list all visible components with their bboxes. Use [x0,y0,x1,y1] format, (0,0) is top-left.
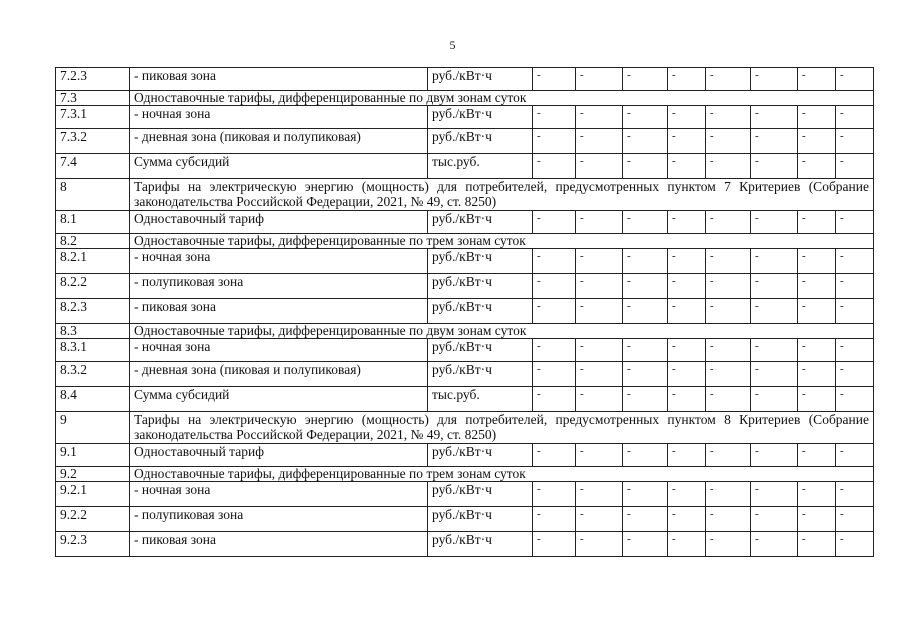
row-name: - дневная зона (пиковая и полупиковая) [130,129,428,154]
value-cell: - [836,299,874,324]
row-unit: руб./кВт·ч [428,299,533,324]
value-cell: - [836,249,874,274]
value-cell: - [706,507,751,532]
value-cell: - [836,444,874,467]
section-row [56,91,874,106]
row-unit: руб./кВт·ч [428,444,533,467]
value-cell: - [576,154,623,179]
value-cell: - [623,362,668,387]
row-name: Одноставочный тариф [130,444,428,467]
value-cell: - [576,507,623,532]
value-cell: - [623,154,668,179]
value-cell: - [533,154,576,179]
value-cell: - [706,129,751,154]
row-unit: тыс.руб. [428,387,533,412]
row-name: - ночная зона [130,106,428,129]
value-cell: - [836,362,874,387]
value-cell: - [576,387,623,412]
value-cell: - [576,532,623,557]
value-cell: - [533,339,576,362]
row-unit: тыс.руб. [428,154,533,179]
row-number: 9.2 [56,467,130,482]
value-cell: - [798,507,836,532]
value-cell: - [751,444,798,467]
value-cell: - [576,68,623,91]
row-name: - полупиковая зона [130,507,428,532]
value-cell: - [668,299,706,324]
section-title: Одноставочные тарифы, дифференцированные по двум зонам суток [130,324,874,339]
value-cell: - [706,532,751,557]
value-cell: - [706,68,751,91]
tariff-table [55,67,874,557]
value-cell: - [706,211,751,234]
row-number: 8.2.2 [56,274,130,299]
value-cell: - [576,444,623,467]
row-name: - ночная зона [130,339,428,362]
section-title: Тарифы на электрическую энергию (мощность) для потребителей, предусмотренных пунктом 7 Критериев (Собрание законодательства Российской Федерации, 2021, № 49, ст. 8250) [130,179,874,211]
row-number: 7.4 [56,154,130,179]
value-cell: - [576,249,623,274]
row-number: 8.3.1 [56,339,130,362]
section-title: Тарифы на электрическую энергию (мощность) для потребителей, предусмотренных пунктом 8 Критериев (Собрание законодательства Российской Федерации, 2021, № 49, ст. 8250) [130,412,874,444]
row-unit: руб./кВт·ч [428,211,533,234]
row-number: 7.2.3 [56,68,130,91]
value-cell: - [533,68,576,91]
row-name: - полупиковая зона [130,274,428,299]
row-number: 7.3.1 [56,106,130,129]
table-row [56,106,874,129]
value-cell: - [623,129,668,154]
section-title: Одноставочные тарифы, дифференцированные по трем зонам суток [130,234,874,249]
value-cell: - [751,507,798,532]
value-cell: - [836,532,874,557]
value-cell: - [836,106,874,129]
page-number: 5 [449,38,456,52]
value-cell: - [533,444,576,467]
value-cell: - [751,339,798,362]
row-number: 8 [56,179,130,211]
value-cell: - [798,249,836,274]
value-cell: - [836,339,874,362]
row-number: 8.4 [56,387,130,412]
row-number: 7.3 [56,91,130,106]
value-cell: - [836,482,874,507]
value-cell: - [706,482,751,507]
value-cell: - [751,211,798,234]
value-cell: - [668,211,706,234]
value-cell: - [533,482,576,507]
value-cell: - [836,129,874,154]
section-row [56,324,874,339]
row-number: 9.1 [56,444,130,467]
table-row [56,387,874,412]
row-number: 8.3.2 [56,362,130,387]
row-name: - пиковая зона [130,68,428,91]
value-cell: - [798,444,836,467]
row-name: - ночная зона [130,482,428,507]
section-row [56,412,874,444]
value-cell: - [798,362,836,387]
value-cell: - [576,211,623,234]
value-cell: - [533,532,576,557]
row-number: 7.3.2 [56,129,130,154]
value-cell: - [623,387,668,412]
table-row [56,507,874,532]
table-row [56,211,874,234]
value-cell: - [836,211,874,234]
row-unit: руб./кВт·ч [428,507,533,532]
value-cell: - [623,68,668,91]
value-cell: - [533,299,576,324]
row-unit: руб./кВт·ч [428,129,533,154]
value-cell: - [798,299,836,324]
row-number: 9 [56,412,130,444]
section-title: Одноставочные тарифы, дифференцированные по двум зонам суток [130,91,874,106]
value-cell: - [623,339,668,362]
value-cell: - [668,387,706,412]
row-number: 9.2.1 [56,482,130,507]
value-cell: - [533,211,576,234]
value-cell: - [798,532,836,557]
row-name: - дневная зона (пиковая и полупиковая) [130,362,428,387]
value-cell: - [836,507,874,532]
row-number: 8.2.1 [56,249,130,274]
value-cell: - [706,339,751,362]
value-cell: - [533,106,576,129]
row-unit: руб./кВт·ч [428,249,533,274]
table-row [56,444,874,467]
value-cell: - [798,211,836,234]
value-cell: - [751,68,798,91]
value-cell: - [576,362,623,387]
table-row [56,249,874,274]
section-title: Одноставочные тарифы, дифференцированные по трем зонам суток [130,467,874,482]
row-number: 8.2.3 [56,299,130,324]
row-name: - пиковая зона [130,299,428,324]
row-unit: руб./кВт·ч [428,482,533,507]
value-cell: - [751,154,798,179]
value-cell: - [533,387,576,412]
row-number: 8.3 [56,324,130,339]
value-cell: - [751,106,798,129]
value-cell: - [706,387,751,412]
value-cell: - [623,274,668,299]
table-row [56,129,874,154]
value-cell: - [798,68,836,91]
value-cell: - [668,274,706,299]
value-cell: - [623,507,668,532]
value-cell: - [798,154,836,179]
value-cell: - [576,339,623,362]
row-unit: руб./кВт·ч [428,532,533,557]
row-number: 9.2.3 [56,532,130,557]
value-cell: - [751,482,798,507]
row-unit: руб./кВт·ч [428,68,533,91]
value-cell: - [668,249,706,274]
row-unit: руб./кВт·ч [428,339,533,362]
value-cell: - [533,274,576,299]
value-cell: - [668,507,706,532]
value-cell: - [576,299,623,324]
row-unit: руб./кВт·ч [428,274,533,299]
value-cell: - [798,129,836,154]
value-cell: - [668,68,706,91]
table-row [56,532,874,557]
value-cell: - [668,154,706,179]
value-cell: - [706,106,751,129]
value-cell: - [751,362,798,387]
row-name: Одноставочный тариф [130,211,428,234]
table-row [56,362,874,387]
value-cell: - [533,129,576,154]
value-cell: - [798,339,836,362]
value-cell: - [668,532,706,557]
value-cell: - [798,274,836,299]
row-unit: руб./кВт·ч [428,362,533,387]
row-number: 8.1 [56,211,130,234]
value-cell: - [706,274,751,299]
value-cell: - [623,211,668,234]
value-cell: - [751,387,798,412]
value-cell: - [706,299,751,324]
value-cell: - [836,154,874,179]
value-cell: - [533,362,576,387]
value-cell: - [623,106,668,129]
table-row [56,68,874,91]
value-cell: - [623,249,668,274]
value-cell: - [668,482,706,507]
value-cell: - [751,532,798,557]
table-row [56,274,874,299]
table-body [56,68,874,557]
table-row [56,154,874,179]
value-cell: - [668,106,706,129]
row-name: - пиковая зона [130,532,428,557]
value-cell: - [668,362,706,387]
value-cell: - [533,249,576,274]
row-unit: руб./кВт·ч [428,106,533,129]
section-row [56,234,874,249]
value-cell: - [836,387,874,412]
value-cell: - [576,129,623,154]
value-cell: - [623,482,668,507]
row-name: Сумма субсидий [130,154,428,179]
value-cell: - [623,299,668,324]
value-cell: - [668,444,706,467]
row-number: 9.2.2 [56,507,130,532]
row-name: Сумма субсидий [130,387,428,412]
value-cell: - [798,387,836,412]
value-cell: - [576,482,623,507]
value-cell: - [836,274,874,299]
value-cell: - [623,532,668,557]
value-cell: - [751,249,798,274]
table-row [56,482,874,507]
value-cell: - [836,68,874,91]
value-cell: - [576,106,623,129]
value-cell: - [798,106,836,129]
value-cell: - [668,129,706,154]
section-row [56,467,874,482]
value-cell: - [706,444,751,467]
value-cell: - [798,482,836,507]
value-cell: - [706,362,751,387]
row-name: - ночная зона [130,249,428,274]
value-cell: - [576,274,623,299]
table-row [56,339,874,362]
value-cell: - [706,249,751,274]
value-cell: - [668,339,706,362]
section-row [56,179,874,211]
value-cell: - [706,154,751,179]
value-cell: - [751,274,798,299]
value-cell: - [533,507,576,532]
value-cell: - [751,129,798,154]
value-cell: - [623,444,668,467]
value-cell: - [751,299,798,324]
row-number: 8.2 [56,234,130,249]
table-row [56,299,874,324]
